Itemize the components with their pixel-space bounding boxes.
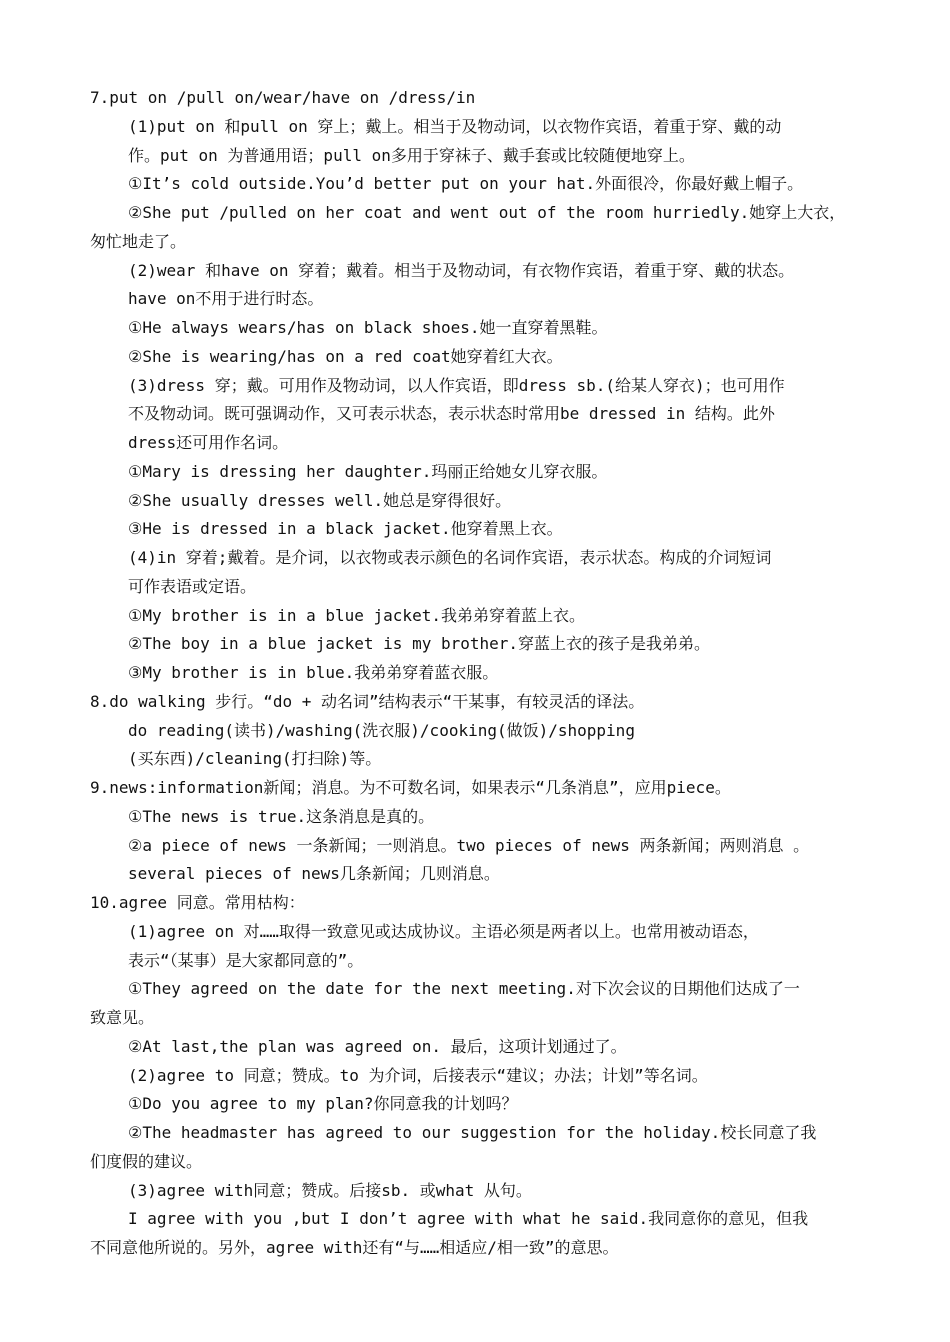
- text-line: (3)agree with同意；赞成。后接sb. 或what 从句。: [128, 1180, 532, 1200]
- text-line: 8.do walking 步行。“do + 动名词”结构表示“干某事，有较灵活的译法。: [90, 691, 645, 711]
- text-line: ①He always wears/has on black shoes.她一直穿着黑鞋。: [128, 318, 608, 337]
- text-line: ①My brother is in a blue jacket.我弟弟穿着蓝上衣。: [128, 605, 585, 625]
- section-s7: [90, 84, 880, 688]
- text-line: 表示“（某事）是大家都同意的”。: [128, 950, 364, 970]
- text-line: ②She usually dresses well.她总是穿得很好。: [128, 490, 512, 510]
- text-line: 10.agree 同意。常用枯构：: [90, 893, 305, 912]
- text-line: 致意见。: [90, 1008, 155, 1027]
- text-line: ①Do you agree to my plan?你同意我的计划吗？: [128, 1094, 518, 1114]
- text-line: do reading(读书)/washing(洗衣服)/cooking(做饭)/shopping: [128, 720, 635, 740]
- text-line: 9.news:information新闻；消息。为不可数名词，如果表示“几条消息”，应用piece。: [90, 778, 731, 797]
- text-line: I agree with you ,but I don’t agree with what he said.我同意你的意见，但我: [128, 1209, 809, 1229]
- text-line: (4)in 穿着;戴着。是介词，以衣物或表示颜色的名词作宾语，表示状态。构成的介词短词: [128, 548, 772, 567]
- text-line: dress还可用作名词。: [128, 433, 289, 452]
- text-line: 不同意他所说的。另外，agree with还有“与……相适应/相一致”的意思。: [90, 1238, 619, 1257]
- text-line: ②The boy in a blue jacket is my brother.穿蓝上衣的孩子是我弟弟。: [128, 634, 711, 654]
- text-line: several pieces of news几条新闻；几则消息。: [128, 864, 500, 884]
- section-s8: [90, 688, 880, 774]
- section-s9: [90, 774, 880, 889]
- text-line: ②a piece of news 一条新闻；一则消息。two pieces of news 两条新闻；两则消息 。: [128, 835, 810, 855]
- text-line: (1)agree on 对……取得一致意见或达成协议。主语必须是两者以上。也常用被动语态，: [128, 921, 759, 941]
- text-line: 不及物动词。既可强调动作，又可表示状态，表示状态时常用be dressed in 结构。此外: [128, 404, 775, 424]
- text-line: 可作表语或定语。: [128, 576, 257, 596]
- text-line: (买东西)/cleaning(打扫除)等。: [128, 749, 382, 769]
- document-page: [90, 84, 880, 1263]
- text-line: ②She put /pulled on her coat and went out of the room hurriedly.她穿上大衣，: [128, 203, 846, 222]
- text-line: 7.put on /pull on/wear/have on /dress/in: [90, 88, 476, 107]
- text-line: have on不用于进行时态。: [128, 289, 324, 309]
- text-line: ①They agreed on the date for the next meeting.对下次会议的日期他们达成了一: [128, 979, 800, 999]
- text-line: ①The news is true.这条消息是真的。: [128, 806, 435, 826]
- text-line: 匆忙地走了。: [90, 231, 187, 251]
- text-line: ②She is wearing/has on a red coat她穿着红大衣。: [128, 346, 563, 366]
- text-line: ②At last,the plan was agreed on. 最后，这项计划通过了。: [128, 1036, 627, 1056]
- text-line: ①Mary is dressing her daughter.玛丽正给她女儿穿衣服。: [128, 461, 608, 481]
- text-line: (3)dress 穿；戴。可用作及物动词，以人作宾语，即dress sb.(给某人穿衣)；也可用作: [128, 375, 785, 395]
- text-line: (1)put on 和pull on 穿上；戴上。相当于及物动词，以衣物作宾语，着重于穿、戴的动: [128, 116, 782, 136]
- text-line: (2)agree to 同意；赞成。to 为介词，后接表示“建议；办法；计划”等名词。: [128, 1065, 708, 1085]
- text-line: ②The headmaster has agreed to our suggestion for the holiday.校长同意了我: [128, 1123, 817, 1142]
- section-s10: [90, 889, 880, 1263]
- text-line: ③He is dressed in a black jacket.他穿着黑上衣。: [128, 519, 563, 539]
- text-line: 们度假的建议。: [90, 1151, 203, 1171]
- text-line: ③My brother is in blue.我弟弟穿着蓝衣服。: [128, 663, 499, 682]
- text-line: 作。put on 为普通用语；pull on多用于穿袜子、戴手套或比较随便地穿上。: [128, 145, 695, 165]
- text-line: (2)wear 和have on 穿着；戴着。相当于及物动词，有衣物作宾语，着重于穿、戴的状态。: [128, 260, 795, 280]
- text-line: ①It’s cold outside.You’d better put on your hat.外面很冷，你最好戴上帽子。: [128, 174, 804, 194]
